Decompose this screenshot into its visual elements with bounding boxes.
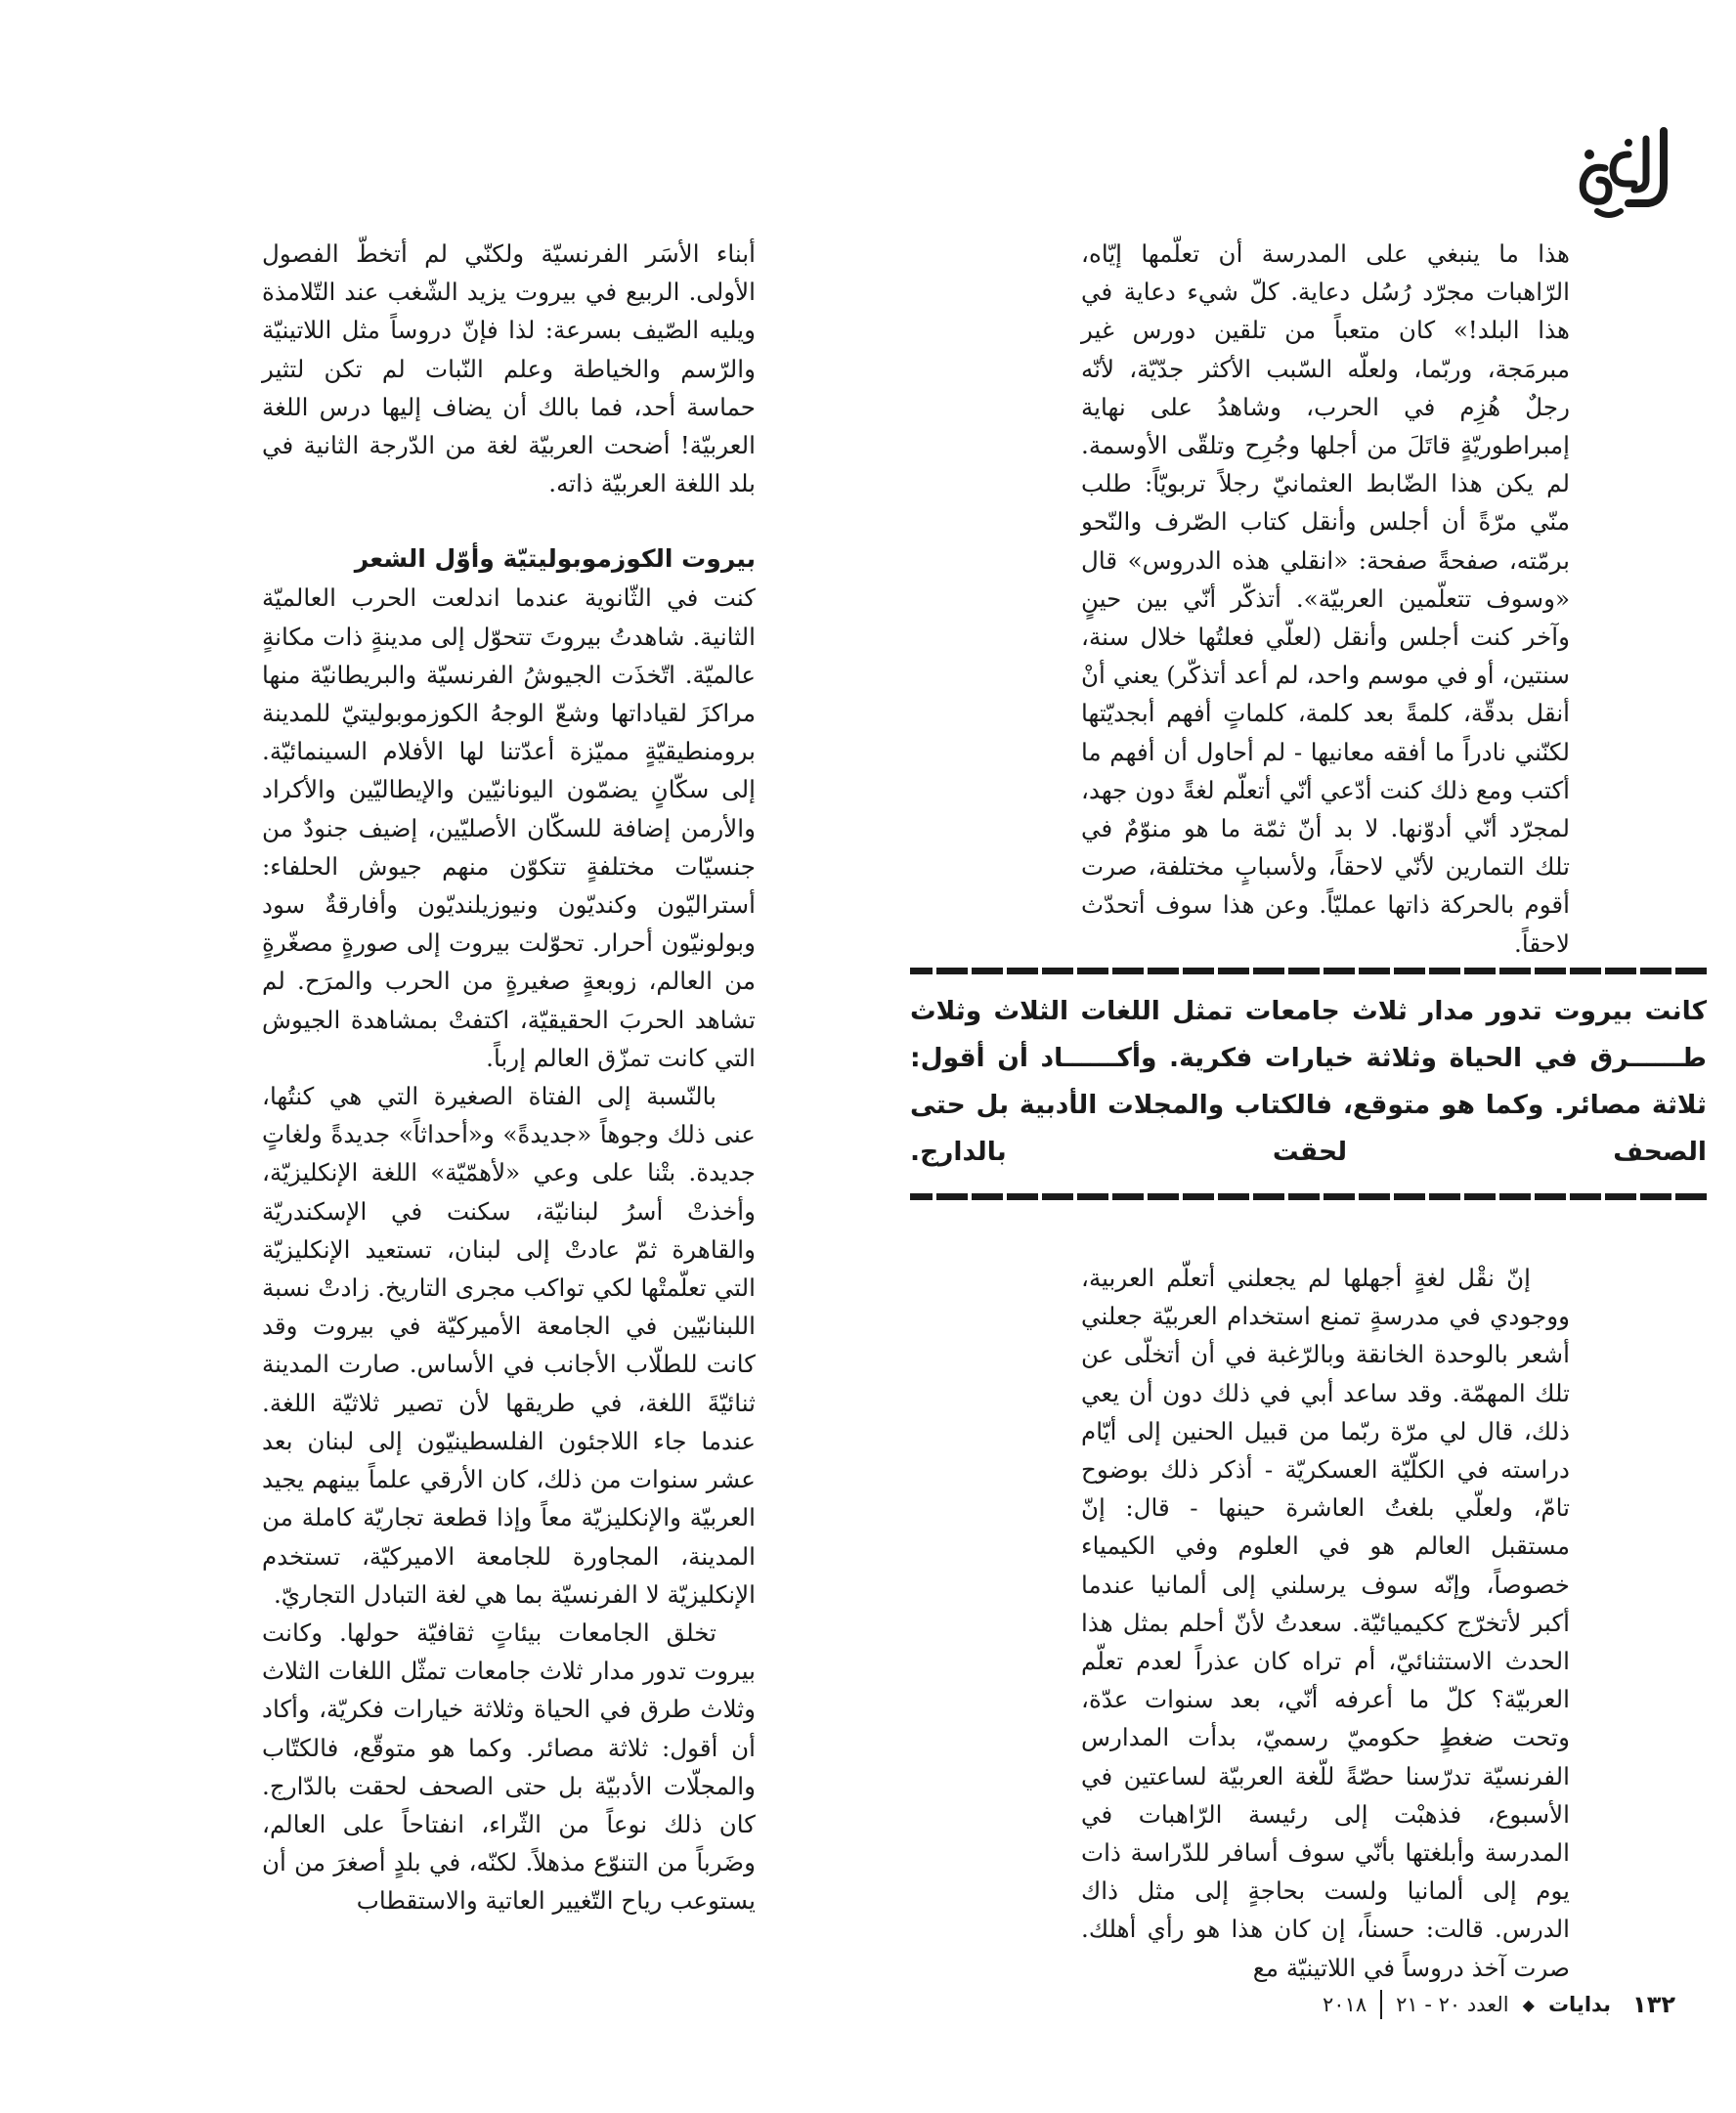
- pull-quote: [910, 968, 1707, 1200]
- pull-quote-text: كانت بيروت تدور مدار ثلاث جامعات تمثل اللغات الثلاث وثلاث طــــــرق في الحياة وثلاثة خيارات فكرية. وأكــــــاد أن أقول: ثلاثة مصائر. وكما هو متوقع، فالكتاب والمجلات الأدبية بل حتى الصحف لحقت بالدارج.: [910, 996, 1707, 1167]
- body-paragraph: أبناء الأسَر الفرنسيّة ولكنّي لم أتخطّ الفصول الأولى. الربيع في بيروت يزيد الشّغب عند التّلامذة ويليه الصّيف بسرعة: لذا فإنّ دروساً مثل اللاتينيّة والرّسم والخياطة وعلم النّبات لم تكن لتثير حماسة أحد، فما بالك أن يضاف إليها درس اللغة العربيّة! أضحت العربيّة لغة من الدّرجة الثانية في بلد اللغة العربيّة ذاته.: [262, 239, 756, 498]
- pull-quote-bottom-rule: [910, 1193, 1707, 1200]
- pull-quote-top-rule: [910, 968, 1707, 974]
- body-paragraph: كنت في الثّانوية عندما اندلعت الحرب العالميّة الثانية. شاهدتُ بيروتَ تتحوّل إلى مدينةٍ ذات مكانةٍ عالميّة. اتّخذَت الجيوشُ الفرنسيّة والبريطانيّة منها مراكزَ لقياداتها وشعّ الوجهُ الكوزموبوليتيّ للمدينة برومنطيقيّةٍ مميّزة أعدّتنا لها الأفلام السينمائيّة. إلى سكّانٍ يضمّون اليونانيّين والإيطاليّين والأكراد والأرمن إضافة للسكّان الأصليّين، إضيف جنودٌ من جنسيّات مختلفةٍ تتكوّن منهم جيوش الحلفاء: أستراليّون وكنديّون ونيوزيلنديّون وأفارقةٌ سود وبولونيّون أحرار. تحوّلت بيروت إلى صورةٍ مصغّرةٍ من العالم، زوبعةٍ صغيرةٍ من الحرب والمرَح. لم تشاهد الحربَ الحقيقيّة، اكتفتْ بمشاهدة الجيوش التي كانت تمزّق العالم إرباً.: [262, 583, 756, 1072]
- section-logo: [1570, 125, 1675, 219]
- body-paragraph: بالنّسبة إلى الفتاة الصغيرة التي هي كنتُها، عنى ذلك وجوهاً «جديدةً» و«أحداثاً» جديدةً ولغاتٍ جديدة. بتْنا على وعي «لأهمّيّة» اللغة الإنكليزيّة، وأخذتْ أسرُ لبنانيّة، سكنت في الإسكندريّة والقاهرة ثمّ عادتْ إلى لبنان، تستعيد الإنكليزيّة التي تعلّمتْها لكي تواكب مجرى التاريخ. زادتْ نسبة اللبنانيّين في الجامعة الأميركيّة في بيروت وقد كانت للطلّاب الأجانب في الأساس. صارت المدينة ثنائيّةَ اللغة، في طريقها لأن تصير ثلاثيّة اللغة. عندما جاء اللاجئون الفلسطينيّون إلى لبنان بعد عشر سنوات من ذلك، كان الأرقي علماً بينهم يجيد العربيّة والإنكليزيّة معاً وإذا قطعة تجاريّة كاملة من المدينة، المجاورة للجامعة الاميركيّة، تستخدم الإنكليزيّة لا الفرنسيّة بما هي لغة التبادل التجاريّ.: [262, 1082, 756, 1609]
- right-column-bottom: [1081, 1259, 1570, 1987]
- diamond-icon: ◆: [1522, 1995, 1535, 2014]
- section-logo-calligraphy-icon: [1570, 125, 1675, 219]
- left-column: [262, 235, 756, 1920]
- right-column-top: [1081, 235, 1570, 963]
- issue-year: ٢٠١٨: [1323, 1993, 1367, 2016]
- body-paragraph: تخلق الجامعات بيئاتٍ ثقافيّة حولها. وكانت بيروت تدور مدار ثلاث جامعات تمثّل اللغات الثلاث وثلاث طرق في الحياة وثلاثة خيارات فكريّة، وأكاد أن أقول: ثلاثة مصائر. وكما هو متوقّع، فالكتّاب والمجلّات الأدبيّة بل حتى الصحف لحقت بالدّارج. كان ذلك نوعاً من الثّراء، انفتاحاً على العالم، وضَرباً من التنوّع مذهلاً. لكنّه، في بلدٍ أصغرَ من أن يستوعب رياح التّغيير العاتية والاستقطاب: [262, 1617, 756, 1916]
- issue-number: العدد ٢٠ - ٢١: [1396, 1993, 1509, 2016]
- page-footer: [1323, 1990, 1675, 2019]
- footer-separator: [1380, 1990, 1382, 2019]
- section-heading: بيروت الكوزموبوليتيّة وأوّل الشعر: [354, 544, 756, 574]
- page-number: ١٣٢: [1632, 1991, 1675, 2018]
- body-paragraph: إنّ نقْل لغةٍ أجهلها لم يجعلني أتعلّم العربية، ووجودي في مدرسةٍ تمنع استخدام العربيّة جعلني أشعر بالوحدة الخانقة وبالرّغبة في أن أتخلّى عن تلك المهمّة. وقد ساعد أبي في ذلك دون أن يعي ذلك، قال لي مرّة ربّما من قبيل الحنين إلى أيّام دراسته في الكلّيّة العسكريّة - أذكر ذلك بوضوح تامّ، ولعلّي بلغتُ العاشرة حينها - قال: إنّ مستقبل العالم هو في العلوم وفي الكيمياء خصوصاً، وإنّه سوف يرسلني إلى ألمانيا عندما أكبر لأتخرّج ككيميائيّة. سعدتُ لأنّ أحلم بمثل هذا الحدث الاستثنائيّ، أم تراه كان عذراً لعدم تعلّم العربيّة؟ كلّ ما أعرفه أنّي، بعد سنوات عدّة، وتحت ضغطٍ حكوميّ رسميّ، بدأت المدارس الفرنسيّة تدرّسنا حصّةً للّغة العربيّة لساعتين في الأسبوع، فذهبْت إلى رئيسة الرّاهبات في المدرسة وأبلغتها بأنّي سوف أسافر للدّراسة ذات يوم إلى ألمانيا ولست بحاجةٍ إلى مثل ذاك الدرس. قالت: حسناً، إن كان هذا هو رأي أهلك. صرت آخذ دروساً في اللاتينيّة مع: [1081, 1264, 1570, 1982]
- body-paragraph: هذا ما ينبغي على المدرسة أن تعلّمها إيّاه، الرّاهبات مجرّد رُسُل دعاية. كلّ شيء دعاية في هذا البلد!» كان متعباً من تلقين دورس غير مبرمَجة، وربّما، ولعلّه السّبب الأكثر جدّيّة، لأنّه رجلٌ هُزِم في الحرب، وشاهدُ على نهاية إمبراطوريّةٍ قاتَلَ من أجلها وجُرِح وتلقّى الأوسمة. لم يكن هذا الضّابط العثمانيّ رجلاً تربويّاً: طلب منّي مرّةً أن أجلس وأنقل كتاب الصّرف والنّحو برمّته، صفحةً صفحة: «انقلي هذه الدروس» قال «وسوف تتعلّمين العربيّة». أتذكّر أنّي بين حينٍ وآخر كنت أجلس وأنقل (لعلّي فعلتُها خلال سنة، سنتين، أو في موسم واحد، لم أعد أتذكّر) يعني أنْ أنقل بدقّة، كلمةً بعد كلمة، كلماتٍ أفهم أبجديّتها لكنّني نادراً ما أفقه معانيها - لم أحاول أن أفهم ما أكتب ومع ذلك كنت أدّعي أنّي أتعلّم لغةً دون جهد، لمجرّد أنّي أدوّنها. لا بد أنّ ثمّة ما هو منوّمٌ في تلك التمارين لأنّي لاحقاً، ولأسبابٍ مختلفة، صرت أقوم بالحركة ذاتها عمليّاً. وعن هذا سوف أتحدّث لاحقاً.: [1081, 239, 1570, 958]
- magazine-name: بدايات: [1547, 1993, 1612, 2016]
